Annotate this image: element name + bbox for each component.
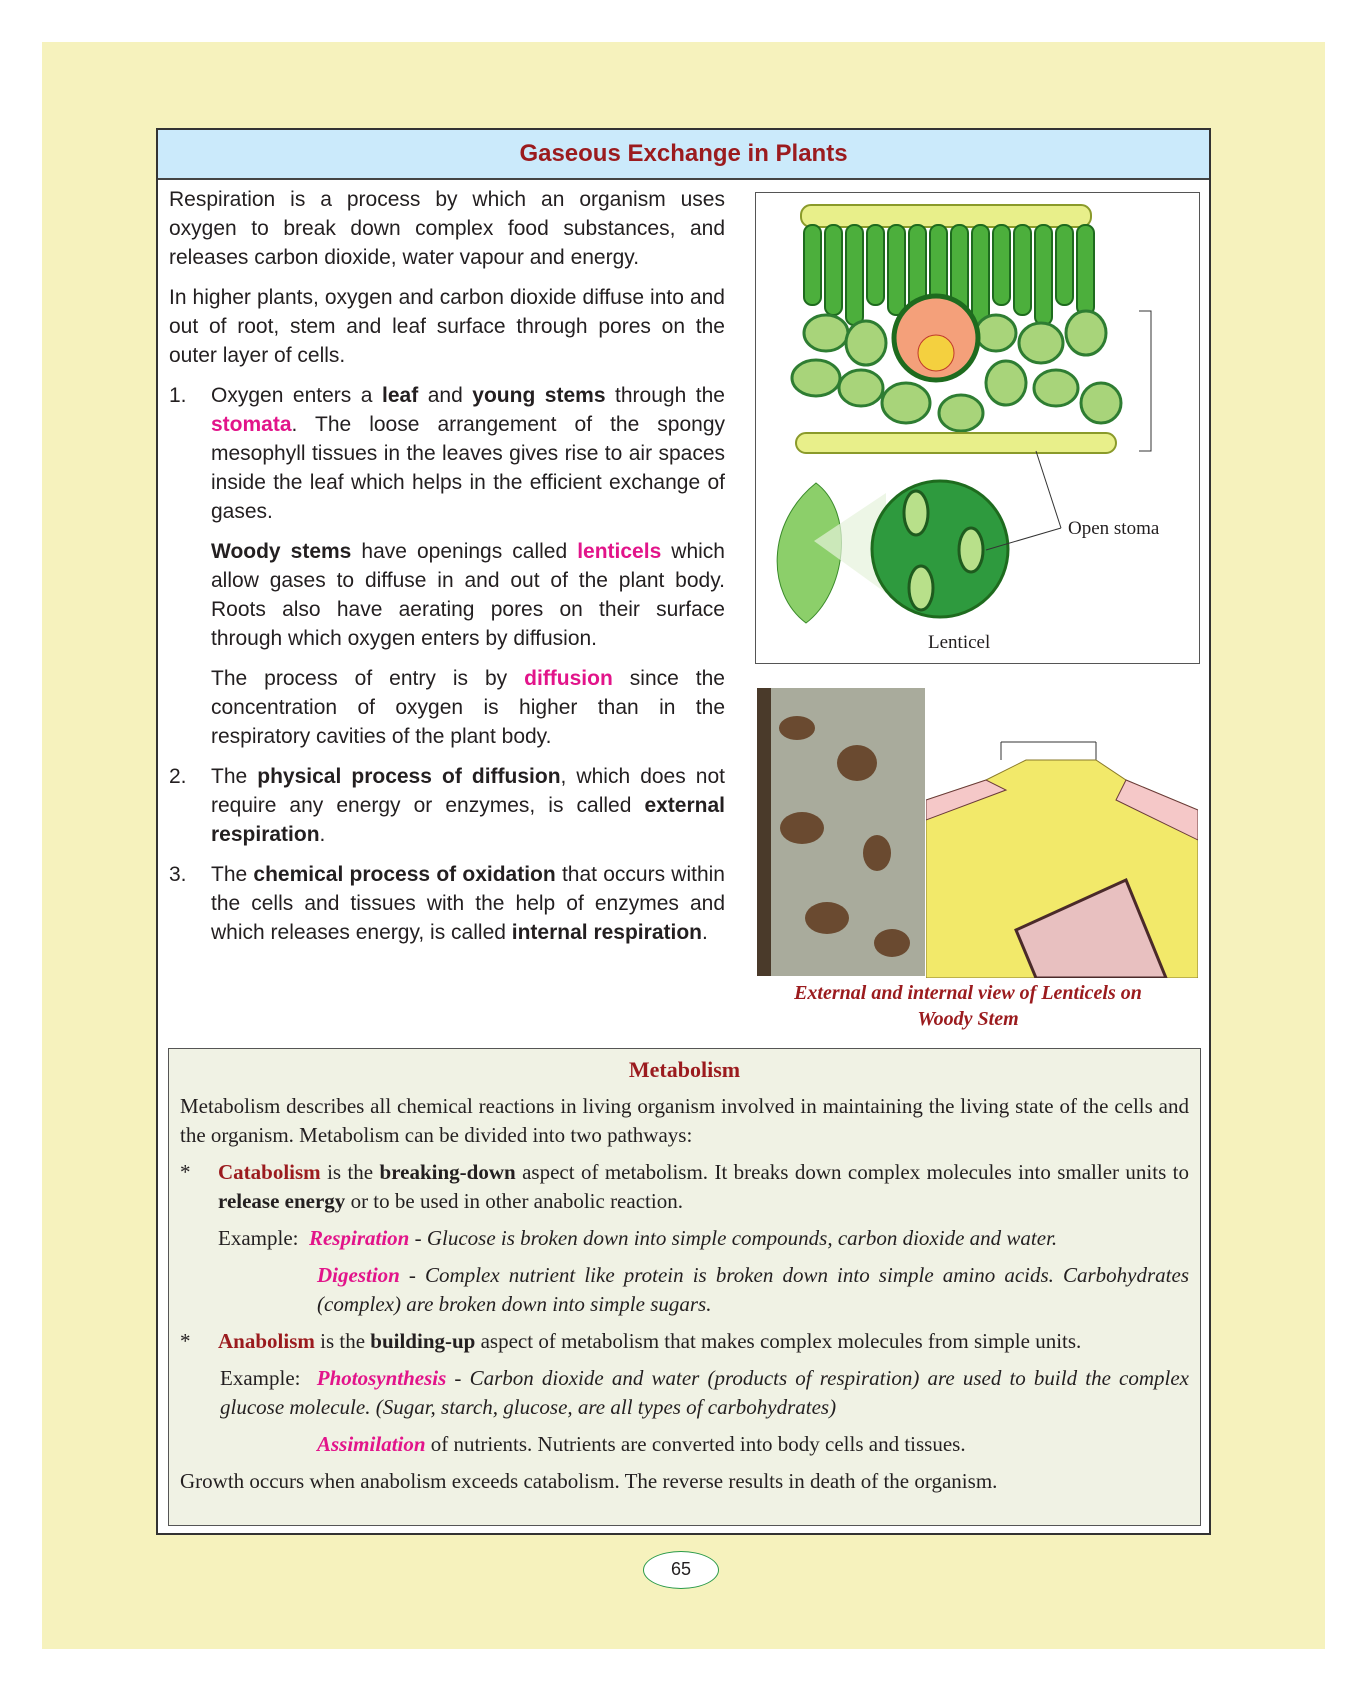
metabolism-title: Metabolism — [628, 1057, 741, 1082]
palisade-cell — [867, 225, 884, 305]
content-box — [156, 128, 1211, 1535]
paragraph: The process of entry is by diffusion since the concentration of oxygen is higher than in the respiratory cavities of the plant body. — [211, 667, 725, 748]
bullet-catabolism: * Catabolism is the breaking-down aspect of metabolism. It breaks down complex molecules into smaller units to release energy or to be used in other anabolic reaction. — [180, 1160, 1189, 1213]
leaf-cross-section-figure — [755, 192, 1200, 664]
palisade-cell — [993, 225, 1010, 305]
palisade-cell — [804, 225, 821, 305]
example-respiration: Example: Respiration - Glucose is broken down into simple compounds, carbon dioxide and water. — [218, 1226, 1058, 1250]
palisade-cell — [972, 225, 989, 325]
figure-caption: External and internal view of Lenticels on Woody Stem — [794, 982, 1142, 1030]
list-item: 3. The chemical process of oxidation that occurs within the cells and tissues with the help of enzymes and which releases energy, is called internal respiration. — [169, 863, 725, 944]
palisade-cell — [1056, 225, 1073, 305]
palisade-cell — [825, 225, 842, 315]
palisade-cell — [930, 225, 947, 305]
page-number: 65 — [643, 1551, 719, 1589]
example-assimilation: Assimilation of nutrients. Nutrients are converted into body cells and tissues. — [317, 1432, 966, 1456]
bullet-anabolism: * Anabolism is the building-up aspect of metabolism that makes complex molecules from simple units. — [180, 1329, 1082, 1353]
open-stoma-label: Open stoma — [1068, 518, 1160, 539]
metabolism-box — [168, 1048, 1201, 1526]
bark-photo — [757, 688, 925, 976]
paragraph: Woody stems have openings called lenticels which allow gases to diffuse in and out of the plant body. Roots also have aerating pores on their surface through which oxygen enters by diffusion. — [211, 540, 725, 650]
paragraph: Metabolism describes all chemical reactions in living organism involved in maintaining the living state of the cells and the organism. Metabolism can be divided into two pathways: — [180, 1094, 1189, 1147]
palisade-cell — [1014, 225, 1031, 315]
lenticel-section-illustration — [926, 730, 1198, 978]
palisade-cell — [1035, 225, 1052, 325]
main-text — [169, 185, 725, 958]
example-photosynthesis: Example: Photosynthesis - Carbon dioxide and water (products of respiration) are used to build the complex glucose molecule. (Sugar, starch, glucose, are all types of carbohydrates) — [220, 1366, 1190, 1419]
example-digestion: Digestion - Complex nutrient like protein is broken down into simple amino acids. Carbohydrates (complex) are broken down into simple sugars. — [317, 1263, 1189, 1316]
palisade-cell — [888, 225, 905, 315]
growth-note: Growth occurs when anabolism exceeds catabolism. The reverse results in death of the organism. — [180, 1469, 998, 1493]
paragraph: In higher plants, oxygen and carbon dioxide diffuse into and out of root, stem and leaf surface through pores on the outer layer of cells. — [169, 286, 725, 367]
palisade-cell — [1077, 225, 1094, 315]
lenticel-label: Lenticel — [928, 632, 991, 653]
leaf-cross-section-illustration — [756, 193, 1201, 665]
palisade-cell — [846, 225, 863, 325]
paragraph: Respiration is a process by which an organism uses oxygen to break down complex food substances, and releases carbon dioxide, water vapour and energy. — [169, 188, 725, 269]
list-item: 1. Oxygen enters a leaf and young stems through the stomata. The loose arrangement of the spongy mesophyll tissues in the leaves gives rise to air spaces inside the leaf which helps in the efficient exchange of gases. — [169, 384, 725, 523]
list-item: 2. The physical process of diffusion, which does not require any energy or enzymes, is called external respiration. — [169, 765, 725, 846]
page-title: Gaseous Exchange in Plants — [158, 130, 1209, 180]
